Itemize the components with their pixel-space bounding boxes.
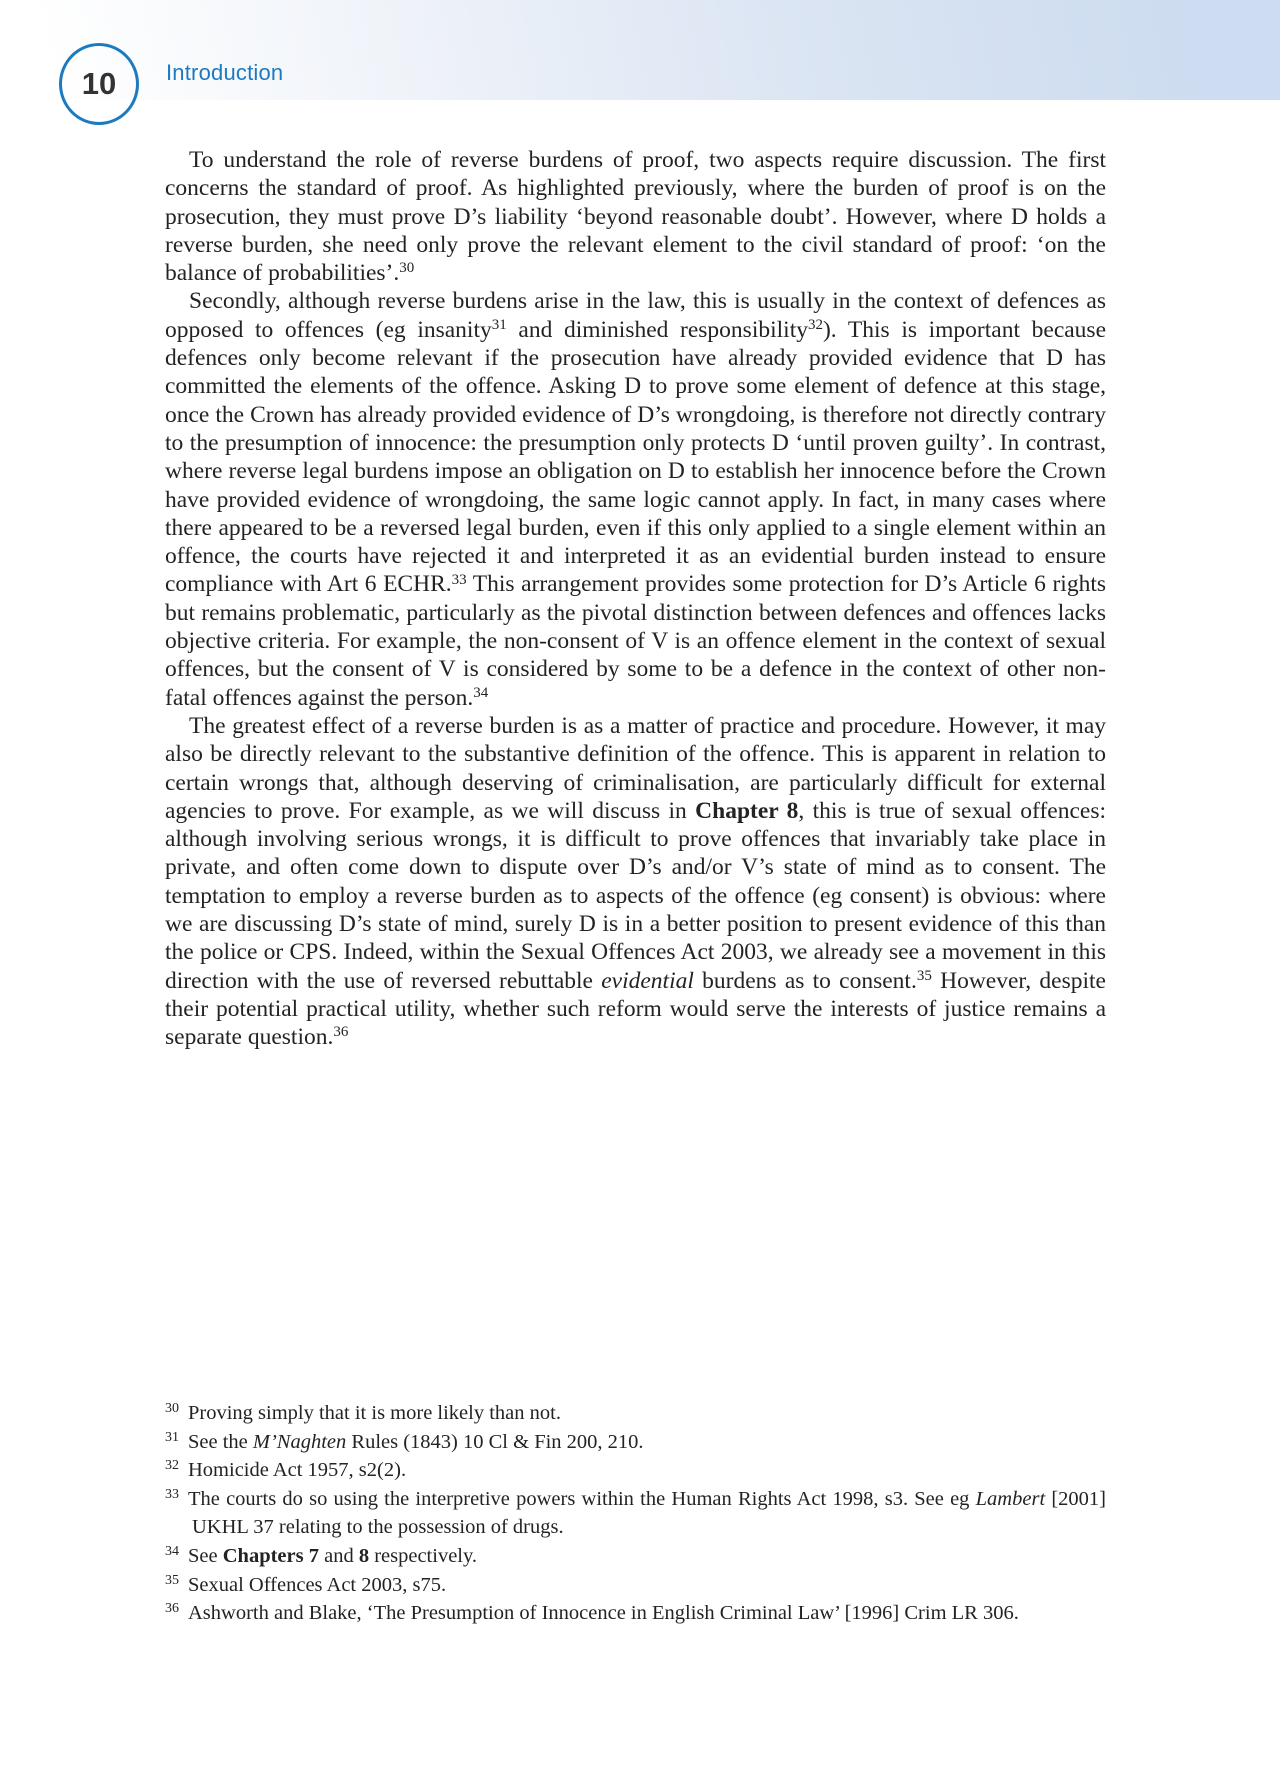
text-segment: Proving simply that it is more likely than not. — [188, 1402, 561, 1424]
text-segment: and diminished responsibility — [506, 316, 808, 343]
footnote-number: 32 — [165, 1458, 179, 1474]
footnote-number: 30 — [165, 1401, 179, 1417]
text-segment: and — [318, 1544, 359, 1567]
paragraph — [165, 287, 1106, 711]
text-segment: See — [188, 1544, 223, 1567]
text-segment: This arrangement provides some protection for D’s Article 6 rights but remains problematic, particularly as the pivotal distinction between defences and offences lacks objective criteria. For example, the non-consent of V is an offence element in the context of sexual offences, but the consent of V is considered by some to be a defence in the context of other non-fatal offences against the person. — [165, 571, 1106, 711]
footnote-ref: 32 — [807, 316, 823, 333]
text-segment: Lambert — [975, 1487, 1046, 1510]
footnote — [165, 1485, 1106, 1542]
text-segment: The greatest effect of a reverse burden is as a matter of practice and procedure. However, it may also be directly relevant to the substantive definition of the offence. This is apparent in relation to certain wrongs that, although deserving of criminalisation, are particularly difficult for external agencies to prove. For example, as we will discuss in — [165, 712, 1106, 824]
text-segment: , this is true of sexual offences: although involving serious wrongs, it is difficult to prove offences that invariably take place in private, and often come down to dispute over D’s and/or V’s state of mind as to consent. The temptation to employ a reverse burden as to aspects of the offence (eg consent) is obvious: where we are discussing D’s state of mind, surely D is in a better position to present evidence of this than the police or CPS. Indeed, within the Sexual Offences Act 2003, we already see a movement in this direction with the use of reversed rebuttable — [165, 797, 1107, 994]
text-segment: burdens as to consent. — [693, 967, 917, 994]
text-segment: [2001] UKHL 37 relating to the possession of drugs. — [192, 1487, 1107, 1539]
footnote-ref: 30 — [399, 260, 415, 277]
text-segment: Ashworth and Blake, ‘The Presumption of Innocence in English Criminal Law’ [1996] Crim LR 306. — [188, 1602, 1019, 1625]
footnotes — [165, 1399, 1106, 1628]
body-text — [165, 146, 1106, 1052]
footnote — [165, 1428, 1106, 1457]
page-number: 10 — [81, 66, 117, 101]
footnote-number: 33 — [165, 1486, 179, 1502]
text-segment: Chapters 7 — [222, 1544, 319, 1567]
text-segment: Secondly, although reverse burdens arise in the law, this is usually in the context of defences as opposed to offences (eg insanity — [165, 288, 1106, 343]
footnote-number: 35 — [165, 1572, 179, 1588]
page-number-badge — [59, 43, 139, 125]
footnote-number: 31 — [165, 1429, 179, 1445]
text-segment: M’Naghten — [252, 1430, 347, 1453]
text-segment: Homicide Act 1957, s2(2). — [188, 1459, 407, 1482]
text-segment: Chapter 8 — [695, 797, 799, 824]
footnote — [165, 1542, 1106, 1571]
text-segment: respectively. — [369, 1544, 478, 1567]
footnote-ref: 36 — [333, 1024, 349, 1041]
footnote — [165, 1456, 1106, 1485]
text-segment: Rules (1843) 10 Cl & Fin 200, 210. — [346, 1430, 644, 1453]
text-segment: ). This is important because defences only become relevant if the prosecution have already provided evidence that D has committed the elements of the offence. Asking D to prove some element of defence at this stage, once the Crown has already provided evidence of D’s wrongdoing, is therefore not directly contrary to the presumption of innocence: the presumption only protects D ‘until proven guilty’. In contrast, where reverse legal burdens impose an obligation on D to establish her innocence before the Crown have provided evidence of wrongdoing, the same logic cannot apply. In fact, in many cases where there appeared to be a reversed legal burden, even if this only applied to a single element within an offence, the courts have rejected it and interpreted it as an evidential burden instead to ensure compliance with Art 6 ECHR. — [165, 316, 1107, 598]
text-segment: However, despite their potential practical utility, whether such reform would serve the interests of justice remains a separate question. — [165, 967, 1106, 1051]
paragraph — [165, 712, 1106, 1052]
section-title: Introduction — [166, 60, 284, 85]
text-segment: The courts do so using the interpretive powers within the Human Rights Act 1998, s3. See eg — [188, 1487, 976, 1510]
footnote-ref: 31 — [491, 316, 507, 333]
footnote-ref: 34 — [473, 684, 489, 701]
footnote-ref: 33 — [451, 571, 467, 588]
footnote-number: 34 — [165, 1544, 179, 1560]
text-segment: To understand the role of reverse burdens of proof, two aspects require discussion. The first concerns the standard of proof. As highlighted previously, where the burden of proof is on the prosecution, they must prove D’s liability ‘beyond reasonable doubt’. However, where D holds a reverse burden, she need only prove the relevant element to the civil standard of proof: ‘on the balance of probabilities’. — [165, 147, 1106, 287]
footnote — [165, 1571, 1106, 1600]
text-segment: Sexual Offences Act 2003, s75. — [188, 1573, 447, 1596]
footnote — [165, 1599, 1106, 1628]
text-segment: See the — [188, 1430, 253, 1453]
footnote — [165, 1399, 1106, 1428]
footnote-ref: 35 — [916, 967, 932, 984]
text-segment: 8 — [358, 1544, 370, 1567]
text-segment: evidential — [601, 967, 694, 994]
paragraph — [165, 146, 1106, 287]
footnote-number: 36 — [165, 1601, 179, 1617]
